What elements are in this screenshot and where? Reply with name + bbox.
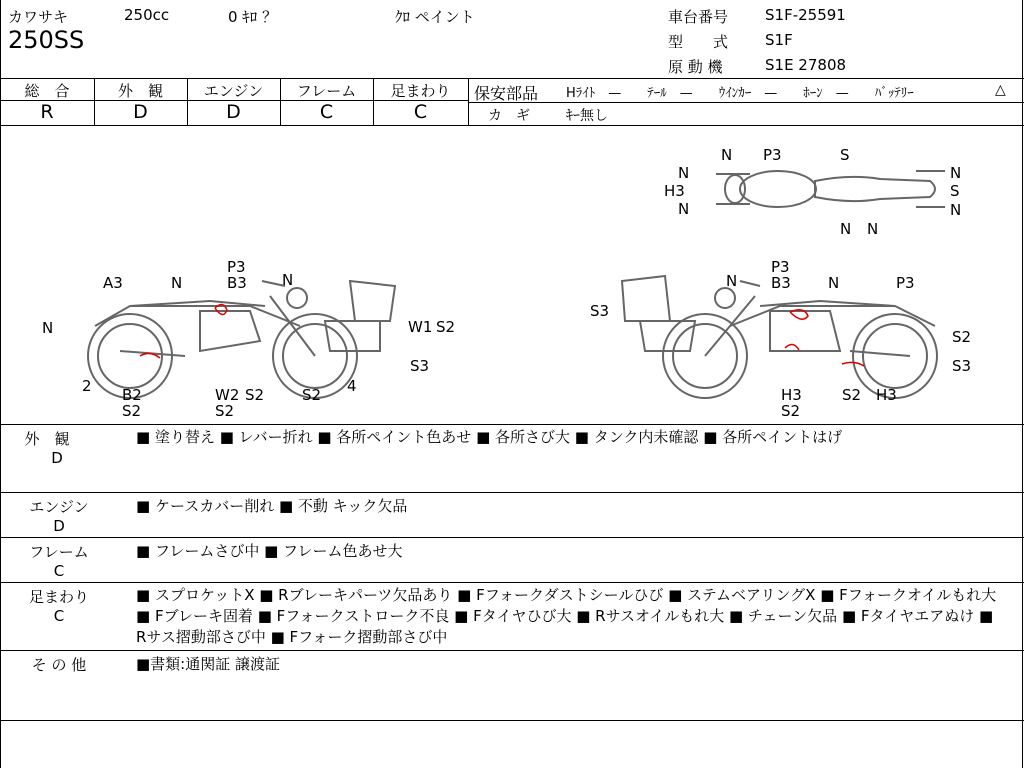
rule xyxy=(0,78,1024,79)
key-value: ｷｰ無し xyxy=(566,108,608,124)
frame-number-label: 車台番号 xyxy=(668,8,729,26)
rule xyxy=(0,582,1024,583)
diagram-label: H3 xyxy=(781,386,802,404)
diagram-label: N xyxy=(282,271,294,289)
diagram-label: N xyxy=(950,164,962,182)
diagram-label: S2 xyxy=(122,402,142,420)
diagram-label: S xyxy=(840,146,850,164)
engine-number: S1E 27808 xyxy=(765,56,847,74)
diagram-label: S3 xyxy=(410,357,430,375)
diagram-label: 4 xyxy=(347,377,357,395)
diagram-label: P3 xyxy=(771,258,790,276)
engine-grade: D xyxy=(226,101,241,123)
overall-grade: R xyxy=(40,101,54,123)
diagram-label: N xyxy=(678,200,690,218)
overall-label: 総 合 xyxy=(24,82,70,100)
section-grade: C xyxy=(53,607,65,625)
rule xyxy=(0,537,1024,538)
rule xyxy=(0,650,1024,651)
diagram-label: S3 xyxy=(952,357,972,375)
type-value: S1F xyxy=(765,31,793,49)
diagram-label: S2 xyxy=(245,386,265,404)
diagram-label: N xyxy=(171,274,183,292)
diagram-label: P3 xyxy=(896,274,915,292)
diagram-labels xyxy=(0,126,1024,424)
section-grade: D xyxy=(53,517,65,535)
frame-number: S1F-25591 xyxy=(765,6,846,24)
diagram-label: N xyxy=(828,274,840,292)
displacement: 250cc xyxy=(124,6,170,24)
mileage: 0 ｷﾛ ？ xyxy=(228,8,278,26)
rule xyxy=(468,78,469,125)
frame-label: フレーム xyxy=(296,82,357,100)
triangle-icon: △ xyxy=(995,82,1006,98)
diagram-label: N xyxy=(42,319,54,337)
section-label: フレーム xyxy=(29,543,89,561)
diagram-label: S2 xyxy=(436,318,456,336)
color: ｸﾛ ペイント xyxy=(395,8,475,26)
diagram-label: H3 xyxy=(664,182,685,200)
rule xyxy=(0,720,1024,721)
diagram-label: S2 xyxy=(952,328,972,346)
section-text: ■ フレームさび中 ■ フレーム色あせ大 xyxy=(136,542,403,560)
model-name: 250SS xyxy=(8,26,85,54)
section-text: ■ ケースカバー削れ ■ 不動 キック欠品 xyxy=(136,497,408,515)
engine-label: エンジン xyxy=(203,82,264,100)
diagram-label: S2 xyxy=(215,402,235,420)
type-label: 型 式 xyxy=(668,33,729,51)
section-grade: D xyxy=(51,449,63,467)
safety-parts-items: Hﾗｲﾄ — ﾃｰﾙ — ｳｲﾝｶｰ — ﾎｰﾝ — ﾊﾞｯﾃﾘｰ xyxy=(566,86,914,101)
diagram-label: W1 xyxy=(408,318,433,336)
exterior-label: 外 観 xyxy=(117,82,163,100)
diagram-label: N xyxy=(840,220,852,238)
section-label: 外 観 xyxy=(24,430,70,448)
rule xyxy=(0,424,1024,425)
exterior-grade: D xyxy=(133,101,148,123)
suspension-grade: C xyxy=(413,101,428,123)
diagram-label: B3 xyxy=(227,274,247,292)
diagram-label: S2 xyxy=(842,386,862,404)
section-label: エンジン xyxy=(29,498,89,516)
diagram-label: N xyxy=(726,272,738,290)
diagram-label: H3 xyxy=(876,386,897,404)
diagram-label: P3 xyxy=(763,146,782,164)
diagram-label: N xyxy=(721,146,733,164)
diagram-label: N xyxy=(678,164,690,182)
diagram-label: N xyxy=(950,201,962,219)
suspension-label: 足まわり xyxy=(390,82,451,100)
engine-number-label: 原 動 機 xyxy=(668,58,723,76)
diagram-label: S2 xyxy=(781,402,801,420)
section-label: 足まわり xyxy=(28,588,89,606)
key-label: カ ギ xyxy=(488,108,530,124)
section-text: ■書類:通関証 譲渡証 xyxy=(136,655,280,673)
diagram-label: A3 xyxy=(103,274,123,292)
section-grade: C xyxy=(53,562,65,580)
section-text: ■ 塗り替え ■ レバー折れ ■ 各所ペイント色あせ ■ 各所さび大 ■ タンク内未確認 ■ 各所ペイントはげ xyxy=(136,428,843,446)
diagram-label: N xyxy=(867,220,879,238)
section-label: そ の 他 xyxy=(31,656,87,674)
rule xyxy=(468,102,1024,103)
diagram-label: B2 xyxy=(122,386,142,404)
diagram-label: S xyxy=(950,182,960,200)
section-text: ■ スプロケットX ■ Rブレーキパーツ欠品あり ■ Fフォークダストシールひび ■ ステムベアリングX ■ Fフォークオイルもれ大 ■ Fブレーキ固着 ■ Fフォークストローク不良 ■ Fタイヤひび大 ■ Rサスオイルもれ大 ■ チェーン欠品 ■ Fタイヤエアぬけ ■ Rサス摺動部さび中 ■ Fフォーク摺動部さび中 xyxy=(136,586,997,646)
diagram-label: B3 xyxy=(771,274,791,292)
diagram-label: W2 xyxy=(215,386,240,404)
diagram-label: S2 xyxy=(302,386,322,404)
maker: カワサキ xyxy=(8,8,69,26)
rule xyxy=(0,492,1024,493)
diagram-label: P3 xyxy=(227,258,246,276)
frame-grade: C xyxy=(319,101,334,123)
diagram-label: 2 xyxy=(82,377,92,395)
safety-parts-label: 保安部品 xyxy=(474,84,539,103)
diagram-label: S3 xyxy=(590,302,610,320)
